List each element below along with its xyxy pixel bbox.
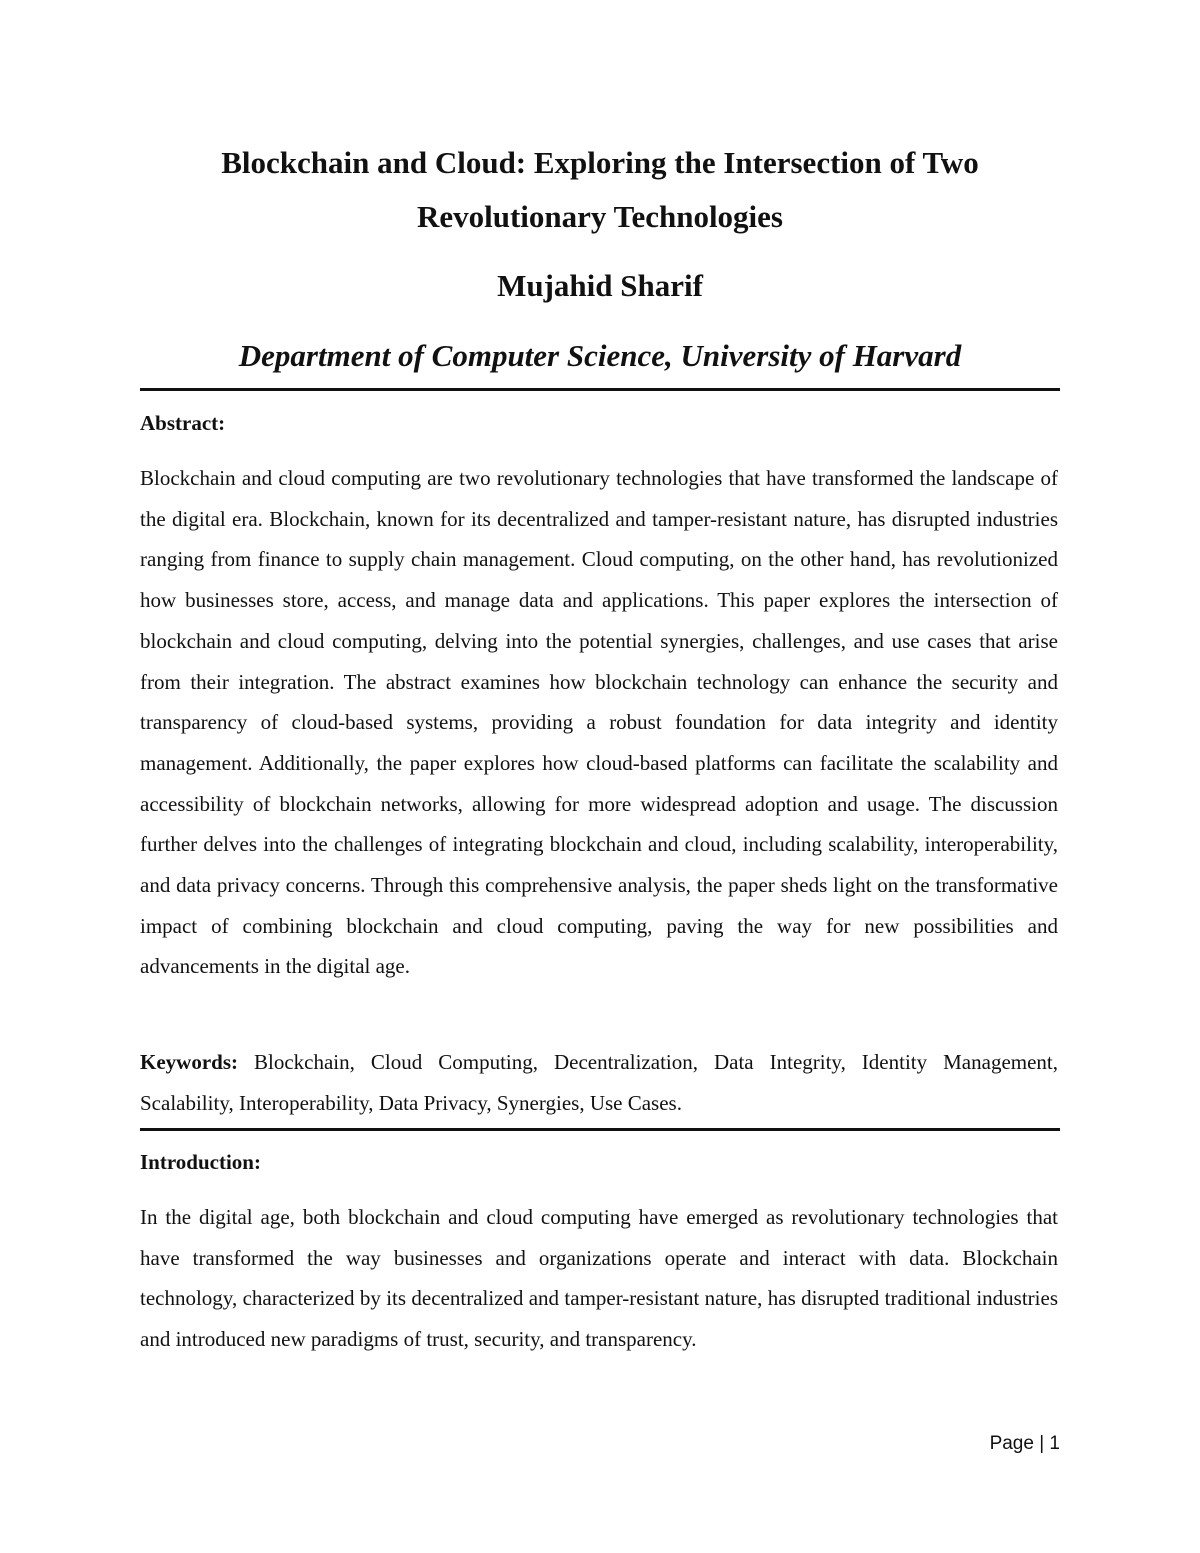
section-divider-middle bbox=[140, 1128, 1060, 1131]
abstract-heading: Abstract: bbox=[140, 411, 226, 435]
author-name: Mujahid Sharif bbox=[497, 268, 703, 303]
keywords-label: Keywords: bbox=[140, 1050, 238, 1074]
paper-title: Blockchain and Cloud: Exploring the Intersection of Two Revolutionary Technologies bbox=[221, 145, 979, 234]
introduction-heading: Introduction: bbox=[140, 1150, 261, 1174]
introduction-text: In the digital age, both blockchain and cloud computing have emerged as revolutionary technologies that have transformed the way businesses and organizations operate and interact with data. Blockchain technology, characterized by its decentralized and tamper-resistant nature, has disrupted traditional industries and introduced new paradigms of trust, security, and transparency. bbox=[140, 1205, 1058, 1352]
keywords-paragraph bbox=[140, 1042, 1058, 1123]
section-divider-top bbox=[140, 388, 1060, 391]
abstract-text: Blockchain and cloud computing are two revolutionary technologies that have transformed the landscape of the digital era. Blockchain, known for its decentralized and tamper-resistant nature, has disrupted industries ranging from finance to supply chain management. Cloud computing, on the other hand, has revolutionized how businesses store, access, and manage data and applications. This paper explores the intersection of blockchain and cloud computing, delving into the potential synergies, challenges, and use cases that arise from their integration. The abstract examines how blockchain technology can enhance the security and transparency of cloud-based systems, providing a robust foundation for data integrity and identity management. Additionally, the paper explores how cloud-based platforms can facilitate the scalability and accessibility of blockchain networks, allowing for more widespread adoption and usage. The discussion further delves into the challenges of integrating blockchain and cloud, including scalability, interoperability, and data privacy concerns. Through this comprehensive analysis, the paper sheds light on the transformative impact of combining blockchain and cloud computing, paving the way for new possibilities and advancements in the digital age. bbox=[140, 466, 1058, 979]
page-number: Page | 1 bbox=[989, 1433, 1060, 1454]
author-affiliation: Department of Computer Science, University of Harvard bbox=[238, 338, 962, 373]
keywords-list: Blockchain, Cloud Computing, Decentralization, Data Integrity, Identity Management, Scalability, Interoperability, Data Privacy, Synergies, Use Cases. bbox=[140, 1050, 1058, 1115]
